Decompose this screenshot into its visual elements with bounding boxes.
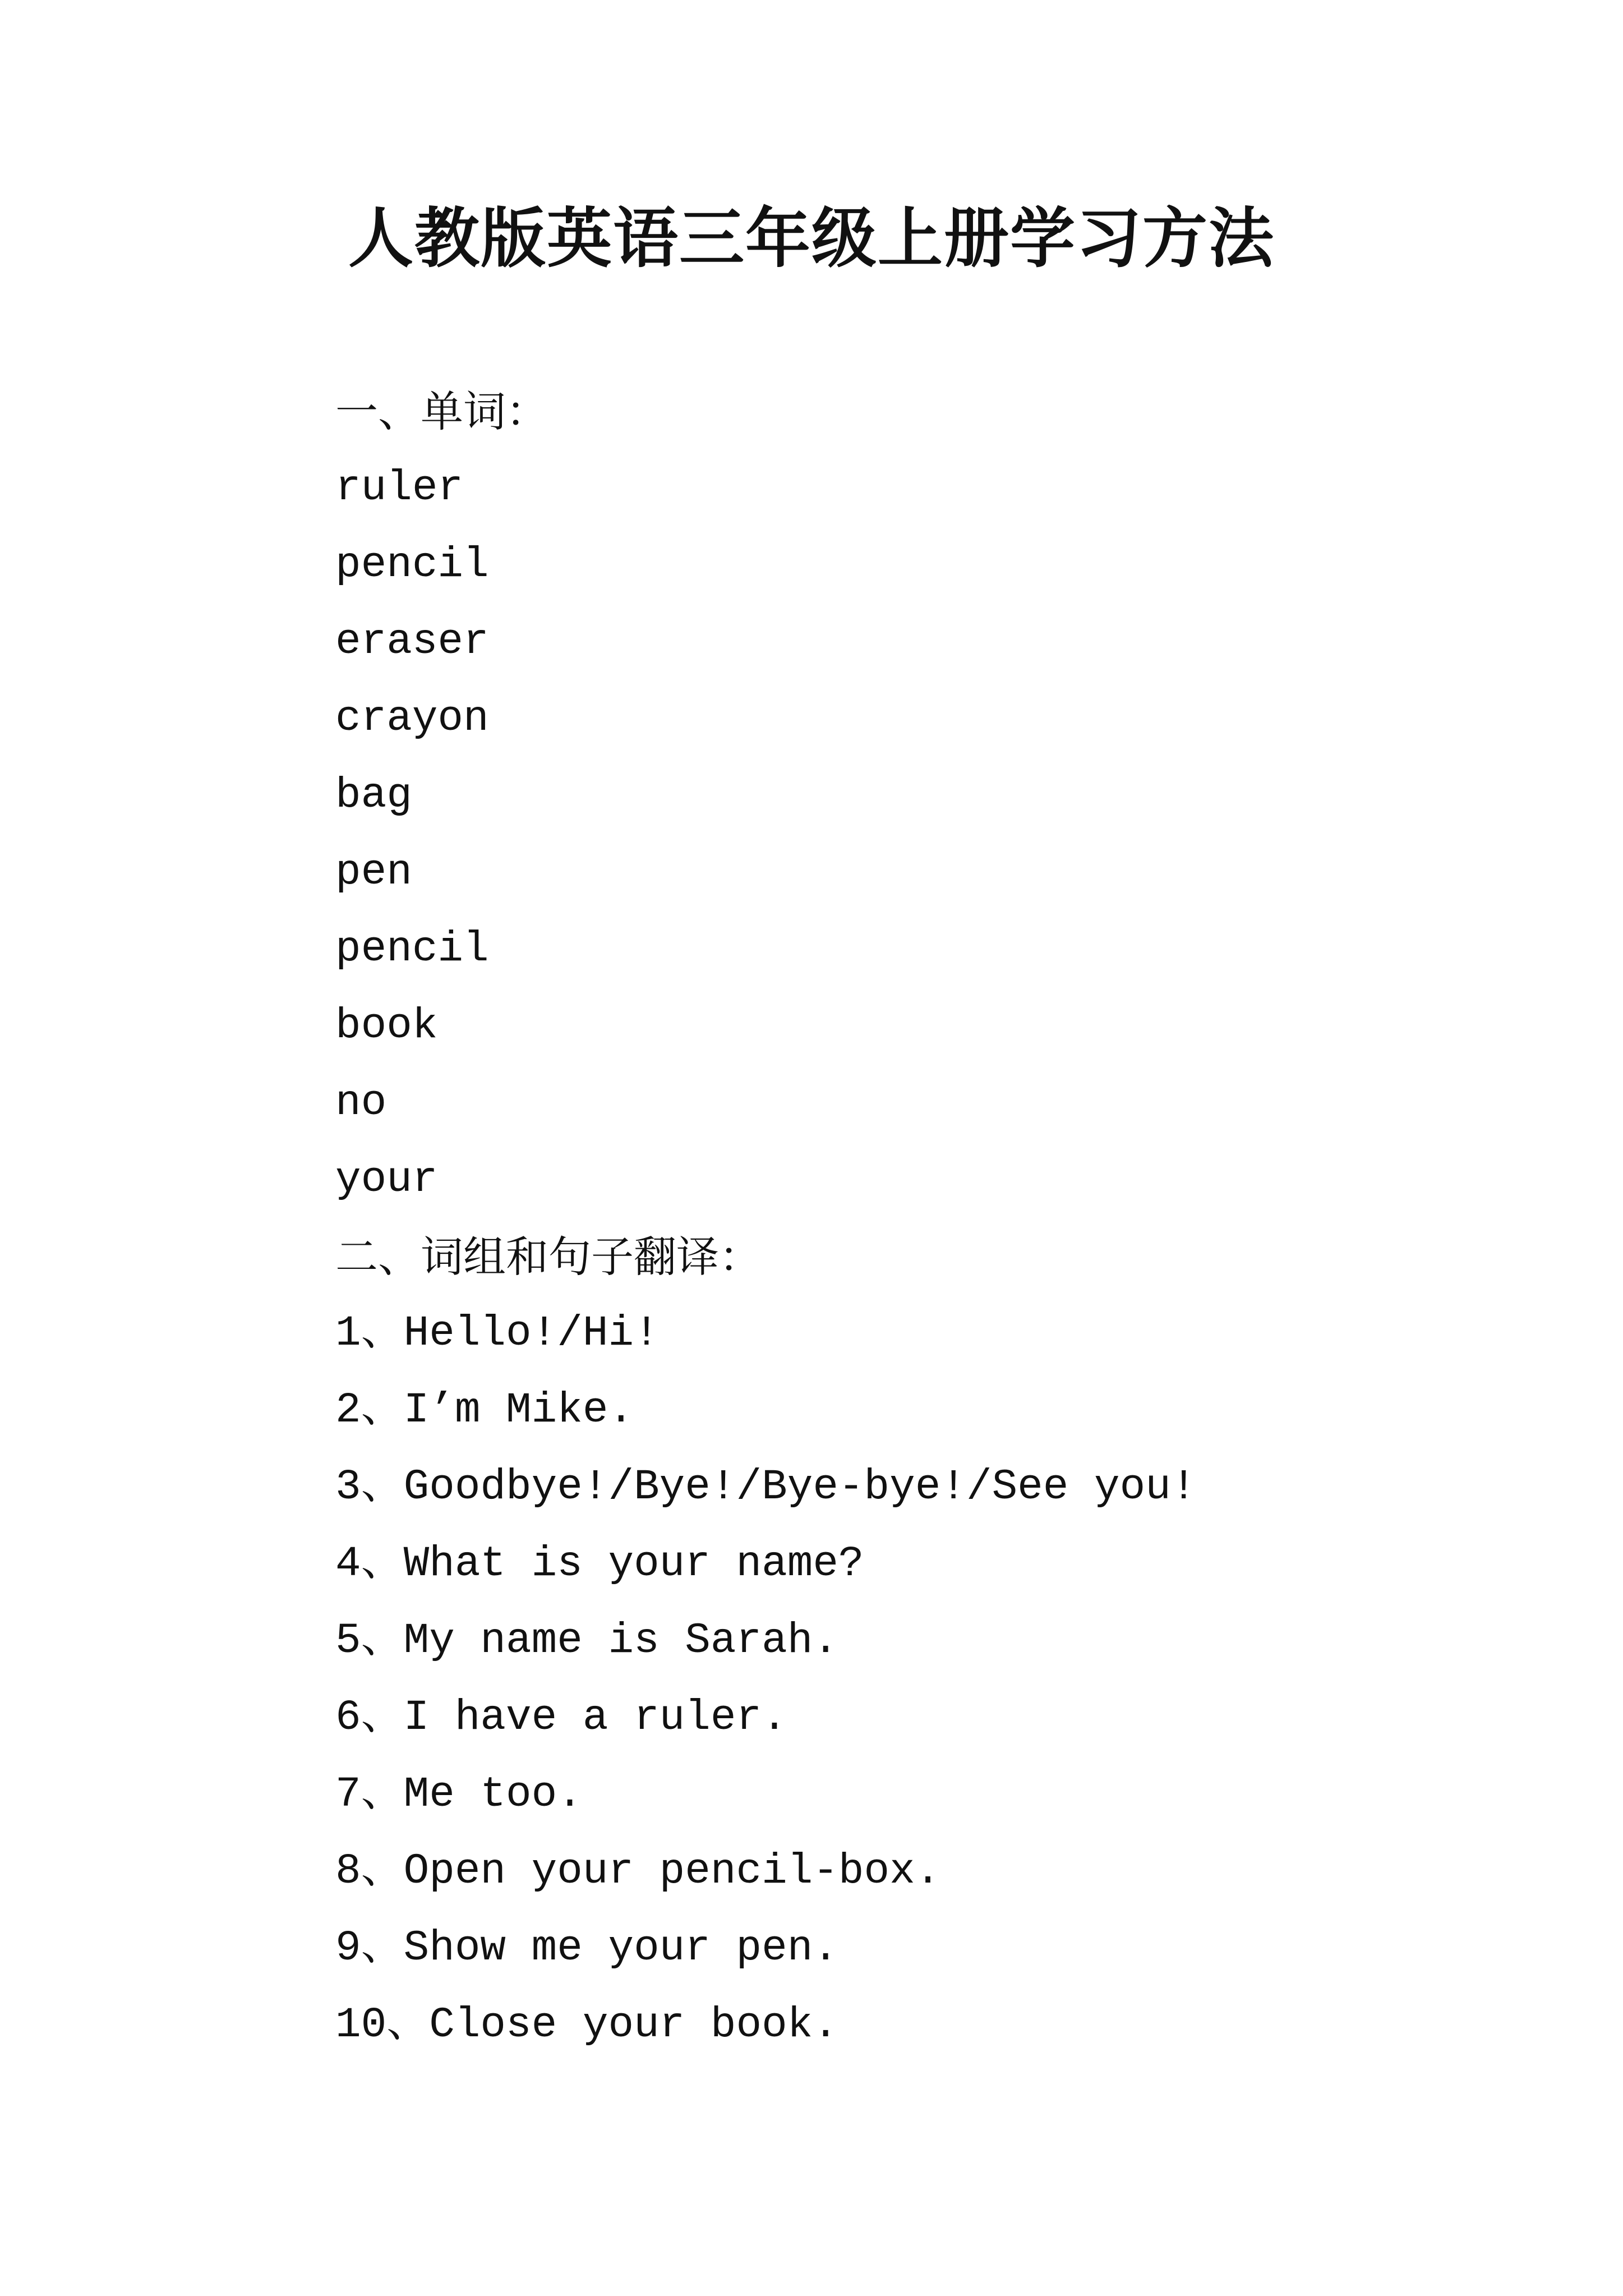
sentence-item: 10、Close your book. <box>335 2001 838 2049</box>
sentence-item: 9、Show me your pen. <box>335 1924 838 1972</box>
section-heading-phrases: 二、词组和句子翻译： <box>335 1232 762 1282</box>
sentence-item: 8、Open your pencil-box. <box>335 1847 941 1895</box>
sentence-item: 1、Hello!/Hi! <box>335 1309 660 1358</box>
word-item: no <box>335 1079 387 1127</box>
word-item: pencil <box>335 925 489 973</box>
word-item: pen <box>335 848 412 896</box>
word-item: pencil <box>335 541 489 589</box>
word-item: ruler <box>335 464 464 512</box>
word-item: your <box>335 1156 438 1204</box>
sentence-item: 7、Me too. <box>335 1770 583 1819</box>
word-item: book <box>335 1002 438 1050</box>
word-item: eraser <box>335 618 489 666</box>
word-item: bag <box>335 771 412 820</box>
sentence-item: 4、What is your name? <box>335 1540 864 1588</box>
word-list <box>335 450 1513 1218</box>
word-item: crayon <box>335 694 489 743</box>
sentence-item: 5、My name is Sarah. <box>335 1617 838 1665</box>
sentence-item: 2、I’m Mike. <box>335 1386 634 1434</box>
sentence-list <box>335 1295 1513 2064</box>
document-body <box>335 373 1513 2064</box>
document-title: 人教版英语三年级上册学习方法 <box>348 200 1275 277</box>
sentence-item: 3、Goodbye!/Bye!/Bye-bye!/See you! <box>335 1463 1197 1511</box>
section-heading-words: 一、单词： <box>335 386 548 436</box>
sentence-item: 6、I have a ruler. <box>335 1694 787 1742</box>
